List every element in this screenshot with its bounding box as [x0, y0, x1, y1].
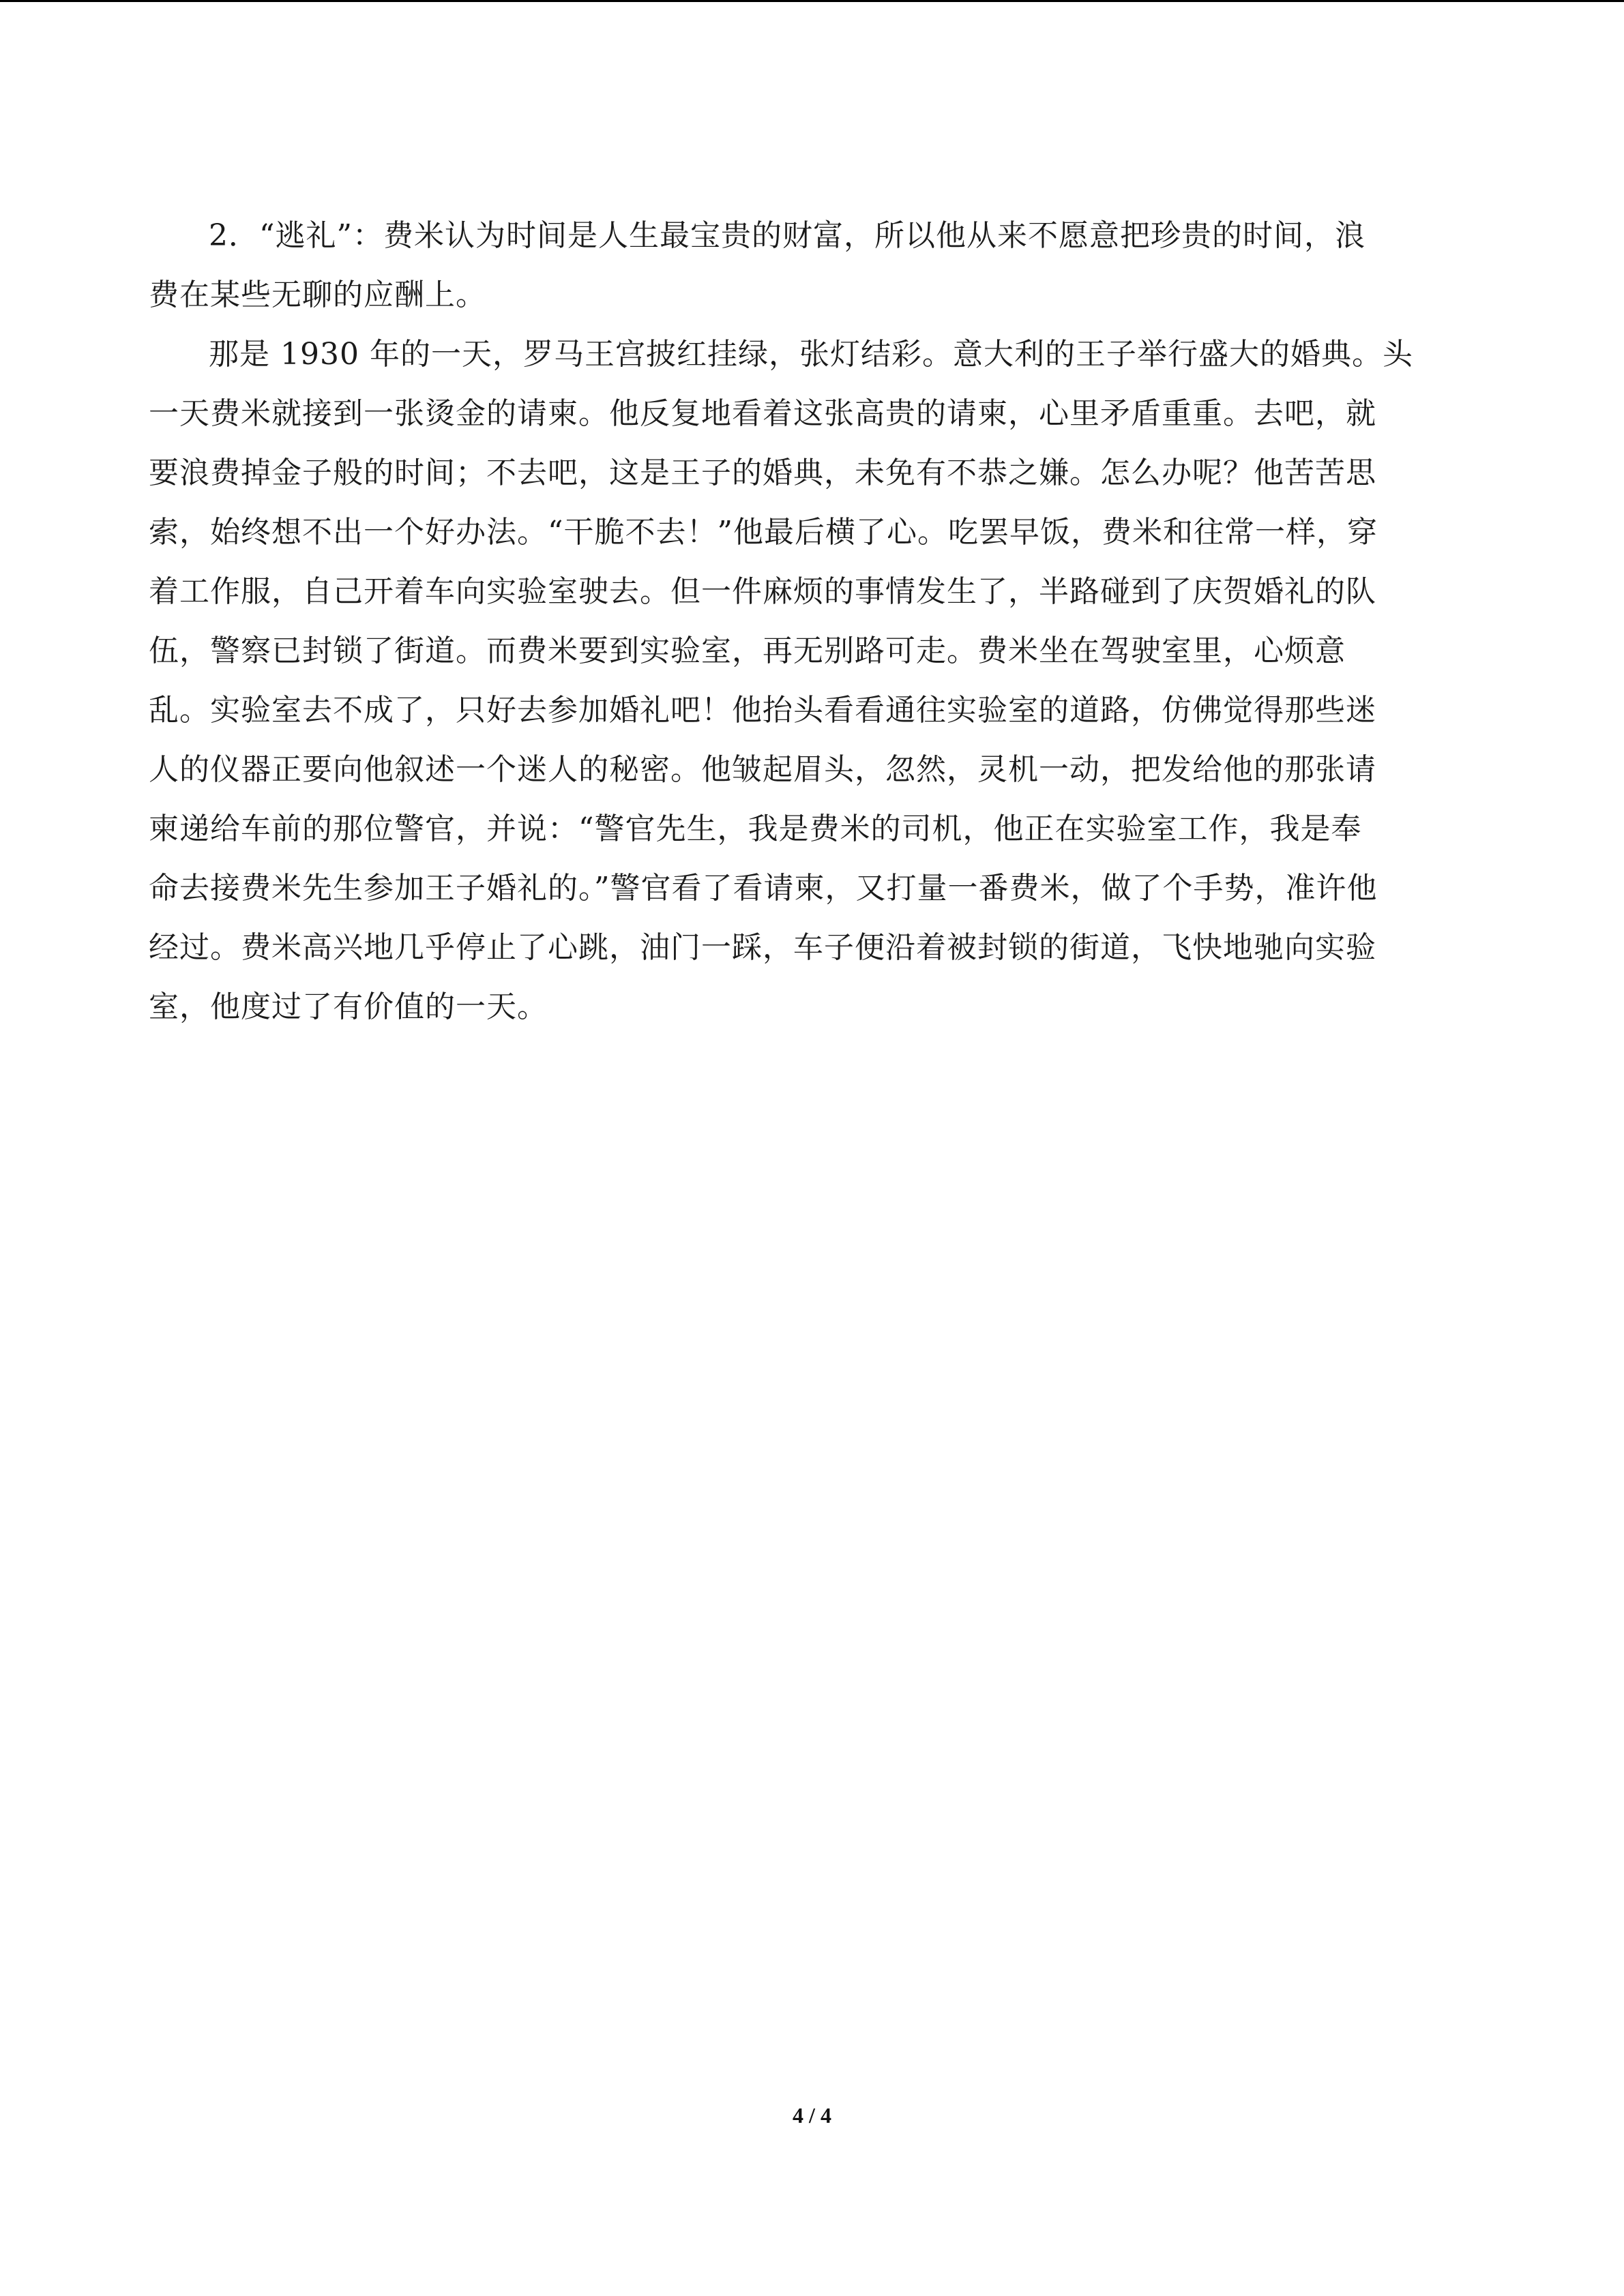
- document-body: [149, 206, 1476, 1037]
- paragraph-wedding-story: 那是 1930 年的一天，罗马王宫披红挂绿，张灯结彩。意大利的王子举行盛大的婚典。头 一天费米就接到一张烫金的请柬。他反复地看着这张高贵的请柬，心里矛盾重重。去吧，就 要浪费掉金子般的时间；不去吧，这是王子的婚典，未免有不恭之嫌。怎么办呢？他苦苦思 索，始终想不出一个好办法。“干脆不去！”他最后横了心。吃罢早饭，费米和往常一样，穿 着工作服，自己开着车向实验室驶去。但一件麻烦的事情发生了，半路碰到了庆贺婚礼的队 伍，警察已封锁了街道。而费米要到实验室，再无别路可走。费米坐在驾驶室里，心烦意 乱。实验室去不成了，只好去参加婚礼吧！他抬头看看通往实验室的道路，仿佛觉得那些迷 人的仪器正要向他叙述一个迷人的秘密。他皱起眉头，忽然，灵机一动，把发给他的那张请 柬递给车前的那位警官，并说：“警官先生，我是费米的司机，他正在实验室工作，我是奉 命去接费米先生参加王子婚礼的。”警官看了看请柬，又打量一番费米，做了个手势，准许他 经过。费米高兴地几乎停止了心跳，油门一踩，车子便沿着被封锁的街道，飞快地驰向实验 室，他度过了有价值的一天。: [149, 337, 1413, 1024]
- top-border-line: [0, 0, 1624, 2]
- page-number: 4 / 4: [793, 2103, 831, 2128]
- paragraph-escape-ceremony: 2．“逃礼”：费米认为时间是人生最宝贵的财富，所以他从来不愿意把珍贵的时间，浪 费在某些无聊的应酬上。: [149, 218, 1365, 312]
